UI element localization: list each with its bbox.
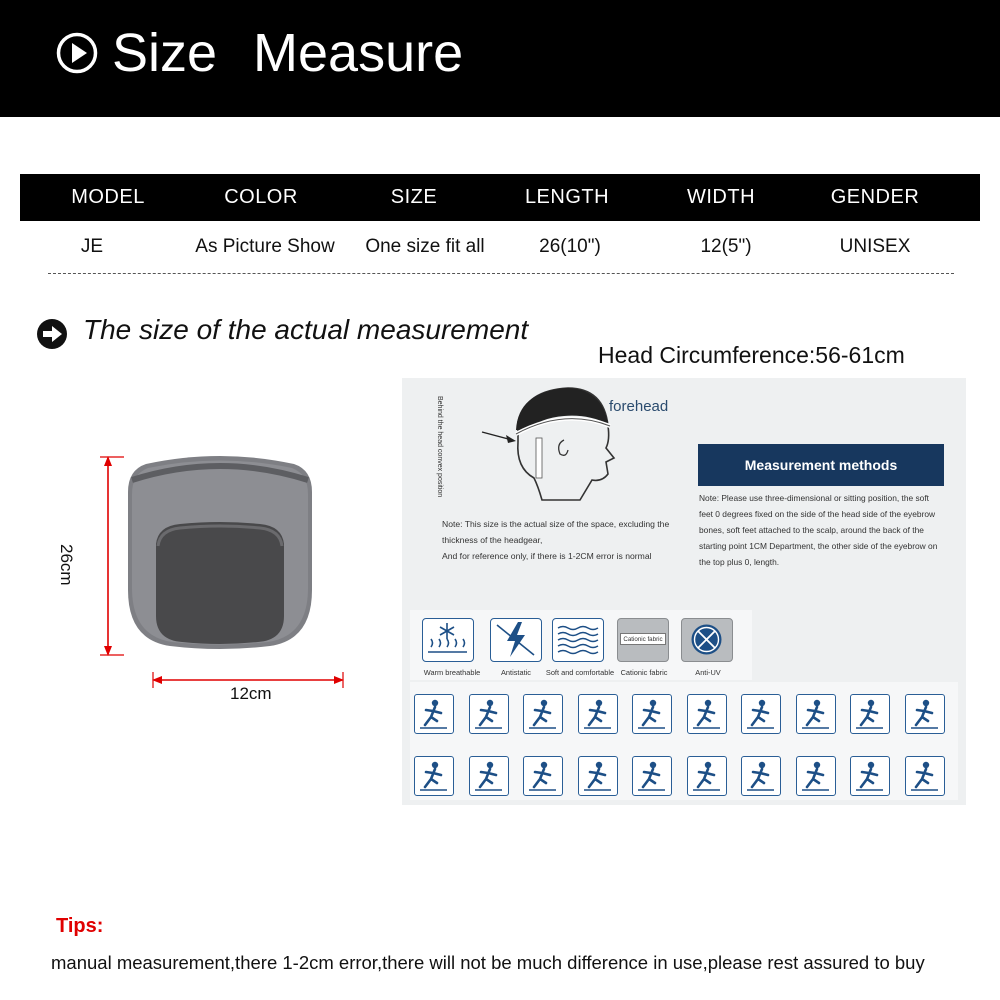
note-left-line: thickness of the headgear, (442, 535, 543, 545)
note-right-line: feet 0 degrees fixed on the side of the head side of the eyebrow (699, 509, 936, 519)
section-title: The size of the actual measurement (83, 314, 529, 345)
title-size: Size (112, 23, 218, 83)
value-width: 12(5") (700, 236, 752, 257)
skating-icon (578, 694, 618, 734)
fabric-inner-label: Cationic fabric (620, 633, 666, 645)
note-right-line: Note: Please use three-dimensional or sitting position, the soft (699, 493, 929, 503)
running-icon (469, 756, 509, 796)
feature-label: Warm breathable (423, 668, 481, 677)
page-title (112, 22, 463, 84)
measurement-panel (402, 378, 966, 805)
note-right-line: starting point 1CM Department, the other side of the eyebrow on (699, 541, 938, 551)
header-length: LENGTH (524, 186, 610, 208)
title-measure: Measure (253, 23, 464, 83)
anti-uv-icon (681, 618, 733, 662)
waves-icon (552, 618, 604, 662)
skiing-icon (414, 694, 454, 734)
motorbike-icon (687, 694, 727, 734)
ski-jump-icon (469, 694, 509, 734)
tips-text: manual measurement,there 1-2cm error,there will not be much difference in use,please rest assured to buy (51, 952, 925, 973)
value-length: 26(10") (539, 236, 601, 257)
feature-label: Anti-UV (695, 668, 721, 677)
family-icon (741, 756, 781, 796)
crawling-icon (632, 756, 672, 796)
note-left-line: And for reference only, if there is 1-2CM error is normal (442, 551, 652, 561)
behind-head-label: Behind the head convex position (436, 396, 443, 498)
arrow-right-circle-icon (36, 318, 68, 350)
snowmobile-icon (632, 694, 672, 734)
archery-icon (850, 694, 890, 734)
note-right-line: the top plus 0, length. (699, 557, 780, 567)
fishing-icon (905, 694, 945, 734)
forehead-label: forehead (609, 398, 669, 415)
fabric-icon (617, 618, 669, 662)
atv-icon (905, 756, 945, 796)
group-hiking-icon (414, 756, 454, 796)
value-gender: UNISEX (839, 236, 911, 257)
width-label: 12cm (230, 684, 272, 703)
headband-diagram (57, 440, 380, 703)
header-size: SIZE (390, 186, 438, 208)
snowflake-icon (422, 618, 474, 662)
note-left (442, 516, 702, 564)
header-color: COLOR (224, 186, 298, 208)
horse-riding-icon (796, 694, 836, 734)
tips-label: Tips: (56, 915, 104, 937)
measurement-methods-title: Measurement methods (698, 444, 944, 486)
value-color: As Picture Show (195, 236, 335, 257)
trekking-icon (523, 756, 563, 796)
value-model: JE (80, 236, 104, 257)
headband-image (80, 440, 380, 700)
mountaineering-icon (687, 756, 727, 796)
header-bar (0, 0, 1000, 117)
value-size: One size fit all (365, 236, 485, 257)
football-icon (850, 756, 890, 796)
height-label: 26cm (57, 544, 76, 586)
climbing-icon (578, 756, 618, 796)
head-circumference: Head Circumference:56-61cm (598, 342, 905, 368)
cycling-icon (741, 694, 781, 734)
feature-label: Cationic fabric (620, 668, 668, 677)
note-left-line: Note: This size is the actual size of the space, excluding the (442, 519, 670, 529)
play-circle-icon (56, 32, 98, 74)
sledding-icon (523, 694, 563, 734)
header-model: MODEL (71, 186, 145, 208)
volleyball-icon (796, 756, 836, 796)
feature-label: Soft and comfortable (545, 668, 615, 677)
feature-label: Antistatic (501, 668, 531, 677)
lightning-icon (490, 618, 542, 662)
header-width: WIDTH (686, 186, 756, 208)
header-gender: GENDER (830, 186, 920, 208)
dashed-divider (48, 273, 954, 274)
note-right-line: bones, soft feet attached to the scalp, around the back of the (699, 525, 924, 535)
note-right (699, 490, 949, 570)
spec-table-header (20, 174, 980, 221)
